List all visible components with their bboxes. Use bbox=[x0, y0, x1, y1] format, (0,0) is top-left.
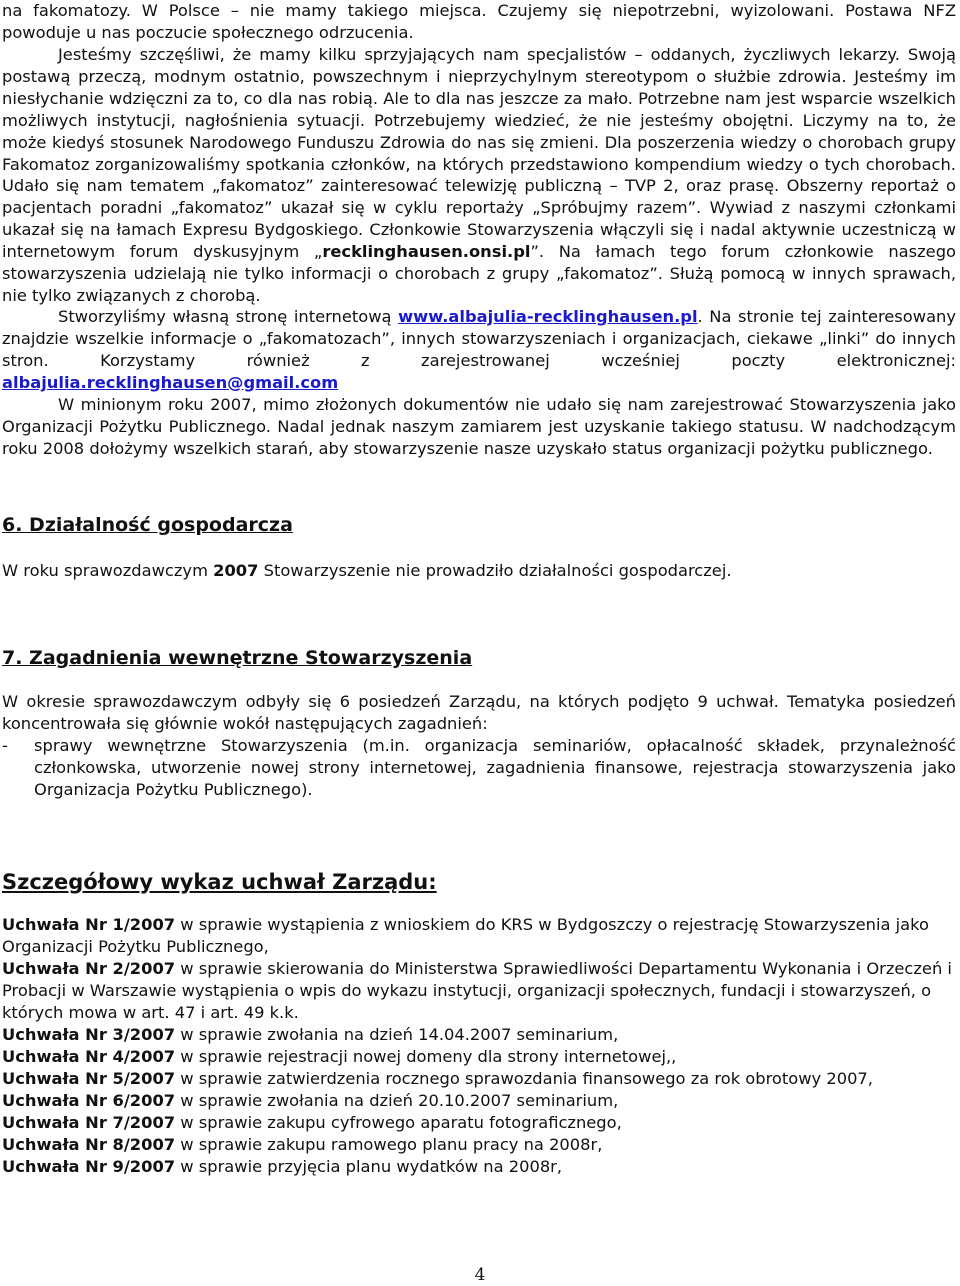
resolution-number: Uchwała Nr 5/2007 bbox=[2, 1069, 176, 1088]
resolution-item bbox=[2, 1068, 956, 1090]
paragraph-text: Stowarzyszenie nie prowadziło działalności gospodarczej. bbox=[258, 561, 732, 580]
resolution-item bbox=[2, 958, 956, 1024]
resolution-item bbox=[2, 1090, 956, 1112]
resolution-number: Uchwała Nr 3/2007 bbox=[2, 1025, 176, 1044]
resolution-number: Uchwała Nr 2/2007 bbox=[2, 959, 176, 978]
paragraph-text: ”. Na łamach tego forum członkowie naszego stowarzyszenia udzielają nie tylko informacji o chorobach z grupy „fakomatoz”. Służą pomocą w innych sprawach, nie tylko związanych z chorobą. bbox=[2, 242, 956, 305]
report-year: 2007 bbox=[213, 561, 259, 580]
resolution-item bbox=[2, 1046, 956, 1068]
resolution-text: w sprawie wystąpienia z wnioskiem do KRS w Bydgoszczy o rejestrację Stowarzyszenia jako Organizacji Pożytku Publicznego, bbox=[2, 915, 929, 956]
paragraph-text: W minionym roku 2007, mimo złożonych dokumentów nie udało się nam zarejestrować Stowarzyszenia jako Organizacji Pożytku Publicznego. Nadal jednak naszym zamiarem jest uzyskanie takiego statusu. W nadchodzącym roku 2008 dołożymy wszelkich starań, aby stowarzyszenie nasze uzyskało status organizacji pożytku publicznego. bbox=[2, 395, 956, 458]
resolution-text: w sprawie zakupu ramowego planu pracy na 2008r, bbox=[175, 1135, 603, 1154]
paragraph-text: Stworzyliśmy własną stronę internetową bbox=[58, 307, 399, 326]
section-6-heading: 6. Działalność gospodarcza bbox=[2, 514, 293, 536]
page-number: 4 bbox=[474, 1265, 486, 1285]
resolution-item bbox=[2, 1024, 956, 1046]
resolution-item bbox=[2, 1156, 956, 1178]
resolution-item bbox=[2, 1134, 956, 1156]
section-7-text bbox=[2, 691, 956, 735]
paragraph-website bbox=[2, 306, 956, 394]
section-7-bullet bbox=[2, 735, 956, 801]
paragraph-specialists bbox=[2, 44, 956, 307]
paragraph-intro-continuation bbox=[2, 0, 956, 44]
resolution-number: Uchwała Nr 9/2007 bbox=[2, 1157, 176, 1176]
resolution-number: Uchwała Nr 8/2007 bbox=[2, 1135, 176, 1154]
paragraph-text: na fakomatozy. W Polsce – nie mamy takiego miejsca. Czujemy się niepotrzebni, wyizolowani. Postawa NFZ powoduje u nas poczucie społecznego odrzucenia. bbox=[2, 1, 956, 42]
paragraph-text: Jesteśmy szczęśliwi, że mamy kilku sprzyjających nam specjalistów – oddanych, życzliwych lekarzy. Swoją postawą przeczą, modnym ostatnio, powszechnym i nieprzychylnym stereotypom o służbie zdrowia. Jesteśmy im niesłychanie wdzięczni za to, co dla nas robią. Ale to dla nas jeszcze za mało. Potrzebne nam jest wsparcie wszelkich możliwych instytucji, nagłośnienia sytuacji. Potrzebujemy wiedzieć, że nie jesteśmy obojętni. Liczymy na to, że może kiedyś stosunek Narodowego Funduszu Zdrowia do nas się zmieni. Dla poszerzenia wiedzy o chorobach grupy Fakomatoz zorganizowaliśmy spotkania członków, na których przedstawiono kompendium wiedzy o tych chorobach. Udało się nam tematem „fakomatoz” zainteresować telewizję publiczną – TVP 2, oraz prasę. Obszerny reportaż o pacjentach poradni „fakomatoz” ukazał się w cyklu reportaży „Spróbujmy razem”. Wywiad z naszymi członkami ukazał się na łamach Expresu Bydgoskiego. Członkowie Stowarzyszenia włączyli się i nadal aktywnie uczestniczą w internetowym forum dyskusyjnym „ bbox=[2, 45, 956, 262]
forum-name: recklinghausen.onsi.pl bbox=[322, 242, 531, 262]
resolution-number: Uchwała Nr 1/2007 bbox=[2, 915, 176, 934]
section-6-text bbox=[2, 560, 956, 582]
resolution-text: w sprawie przyjęcia planu wydatków na 2008r, bbox=[175, 1157, 563, 1176]
resolution-text: w sprawie zatwierdzenia rocznego sprawozdania finansowego za rok obrotowy 2007, bbox=[175, 1069, 873, 1088]
paragraph-text: W roku sprawozdawczym bbox=[2, 561, 214, 580]
resolution-number: Uchwała Nr 6/2007 bbox=[2, 1091, 176, 1110]
resolution-number: Uchwała Nr 4/2007 bbox=[2, 1047, 176, 1066]
resolution-text: w sprawie rejestracji nowej domeny dla strony internetowej,, bbox=[175, 1047, 677, 1066]
resolution-item bbox=[2, 1112, 956, 1134]
resolutions-heading: Szczegółowy wykaz uchwał Zarządu: bbox=[2, 870, 437, 894]
resolution-number: Uchwała Nr 7/2007 bbox=[2, 1113, 176, 1132]
resolution-text: w sprawie zwołania na dzień 20.10.2007 seminarium, bbox=[175, 1091, 619, 1110]
paragraph-text: . Na stronie tej zainteresowany znajdzie wszelkie informacje o „fakomatozach”, innych stowarzyszeniach i organizacjach, ciekawe „linki” do innych stron. Korzystamy również z zarejestrowanej wcześniej poczty elektronicznej: bbox=[2, 307, 956, 370]
paragraph-opp-status bbox=[2, 394, 956, 460]
bullet-text: sprawy wewnętrzne Stowarzyszenia (m.in. organizacja seminariów, opłacalność składek, przynależność członkowska, utworzenie nowej strony internetowej, zagadnienia finansowe, rejestracja stowarzyszenia jako Organizacja Pożytku Publicznego). bbox=[34, 736, 956, 799]
resolution-text: w sprawie zakupu cyfrowego aparatu fotograficznego, bbox=[175, 1113, 622, 1132]
resolution-text: w sprawie skierowania do Ministerstwa Sprawiedliwości Departamentu Wykonania i Orzeczeń i Probacji w Warszawie wystąpienia o wpis do wykazu instytucji, organizacji społecznych, fundacji i stowarzyszeń, o których mowa w art. 47 i art. 49 k.k. bbox=[2, 959, 952, 1022]
website-link[interactable]: www.albajulia-recklinghausen.pl bbox=[398, 307, 698, 326]
section-7-heading: 7. Zagadnienia wewnętrzne Stowarzyszenia bbox=[2, 647, 473, 669]
resolution-text: w sprawie zwołania na dzień 14.04.2007 seminarium, bbox=[175, 1025, 619, 1044]
resolution-item bbox=[2, 914, 956, 958]
email-link[interactable]: albajulia.recklinghausen@gmail.com bbox=[2, 372, 339, 392]
bullet-dash: - bbox=[2, 736, 8, 755]
paragraph-text: W okresie sprawozdawczym odbyły się 6 posiedzeń Zarządu, na których podjęto 9 uchwał. Tematyka posiedzeń koncentrowała się głównie wokół następujących zagadnień: bbox=[2, 692, 956, 733]
